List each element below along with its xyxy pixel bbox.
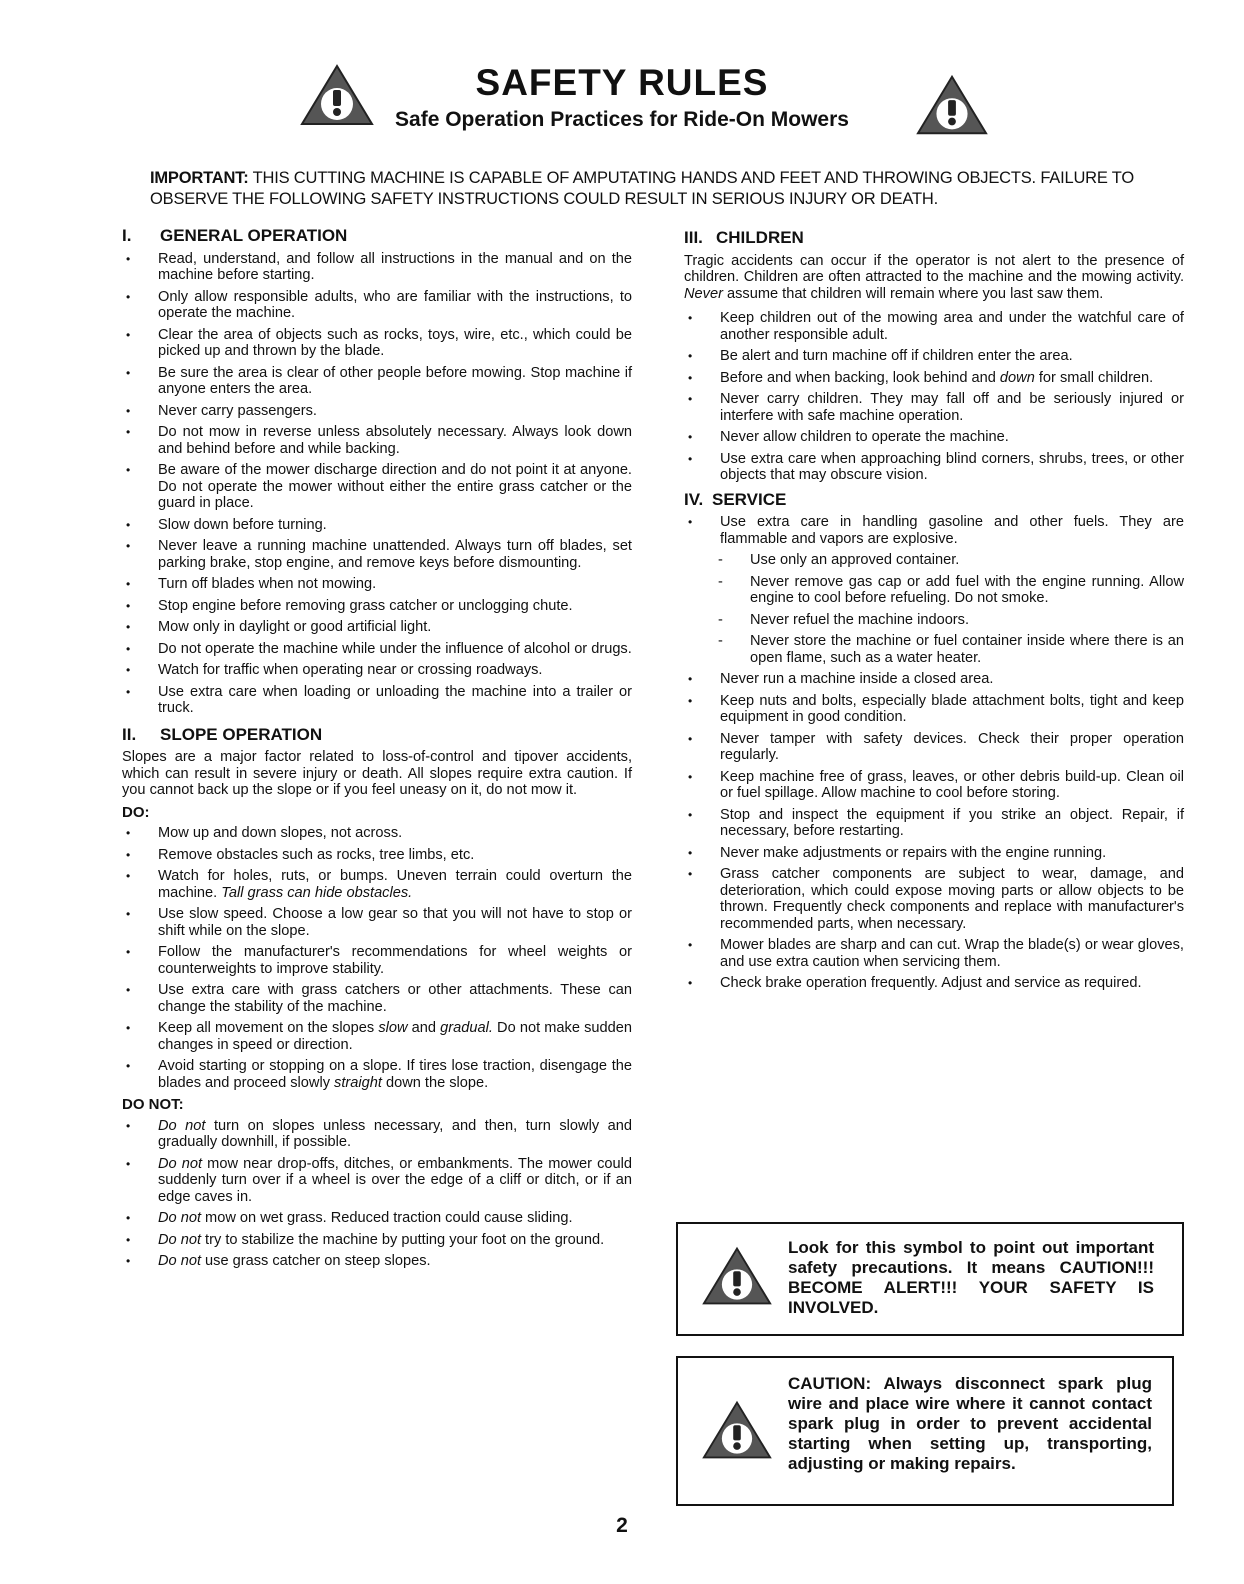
list-item: • Use slow speed. Choose a low gear so that you will not have to stop or shift while on the slope. <box>122 906 632 939</box>
section-heading: II. SLOPE OPERATION <box>122 724 323 744</box>
list-item: • Stop and inspect the equipment if you strike an object. Repair, if necessary, before restarting. <box>684 807 1184 840</box>
right-column <box>684 230 1184 997</box>
list-item: • Use extra care in handling gasoline and other fuels. They are flammable and vapors are explosive. <box>684 514 1184 547</box>
list-item: • Keep all movement on the slopes slow and gradual. Do not make sudden changes in speed or direction. <box>122 1020 632 1053</box>
list-item: • Read, understand, and follow all instructions in the manual and on the machine before starting. <box>122 251 632 284</box>
list-item: • Turn off blades when not mowing. <box>122 576 632 593</box>
fuel-dash-list <box>684 552 1184 666</box>
list-item: - Never remove gas cap or add fuel with the engine running. Allow engine to cool before refueling. Do not smoke. <box>684 574 1184 607</box>
list-item: • Do not use grass catcher on steep slopes. <box>122 1253 632 1270</box>
list-item: • Only allow responsible adults, who are familiar with the instructions, to operate the machine. <box>122 289 632 322</box>
service-list <box>684 514 1184 547</box>
list-item: • Grass catcher components are subject to wear, damage, and deterioration, which could expose moving parts or allow objects to be thrown. Frequently check components and replace with manufacturer's recommended parts, when necessary. <box>684 866 1184 932</box>
list-item: • Avoid starting or stopping on a slope. If tires lose traction, disengage the blades and proceed slowly straight down the slope. <box>122 1058 632 1091</box>
list-item: • Clear the area of objects such as rocks, toys, wire, etc., which could be picked up and thrown by the blade. <box>122 327 632 360</box>
page-number: 2 <box>616 1514 628 1537</box>
list-item: • Never tamper with safety devices. Check their proper operation regularly. <box>684 731 1184 764</box>
list-item: • Before and when backing, look behind and down for small children. <box>684 370 1184 387</box>
list-item: • Keep machine free of grass, leaves, or other debris build-up. Clean oil or fuel spillage. Allow machine to cool before storing. <box>684 769 1184 802</box>
list-item: • Never make adjustments or repairs with the engine running. <box>684 845 1184 862</box>
list-item: • Do not mow near drop-offs, ditches, or embankments. The mower could suddenly turn over if a wheel is over the edge of a cliff or ditch, or if an edge caves in. <box>122 1156 632 1206</box>
header <box>0 60 1244 150</box>
do-list <box>122 825 632 1091</box>
list-item: - Use only an approved container. <box>684 552 1184 569</box>
slope-intro: Slopes are a major factor related to loss-of-control and tipover accidents, which can result in severe injury or death. All slopes require extra caution. If you cannot back up the slope or if you feel uneasy on it, do not mow it. <box>122 749 632 798</box>
list-item: • Follow the manufacturer's recommendations for wheel weights or counterweights to improve stability. <box>122 944 632 977</box>
list-item: • Be alert and turn machine off if children enter the area. <box>684 348 1184 365</box>
list-item: • Remove obstacles such as rocks, tree limbs, etc. <box>122 847 632 864</box>
list-item: • Use extra care with grass catchers or other attachments. These can change the stability of the machine. <box>122 982 632 1015</box>
list-item: • Do not mow on wet grass. Reduced traction could cause sliding. <box>122 1210 632 1227</box>
list-item: • Mower blades are sharp and can cut. Wrap the blade(s) or wear gloves, and use extra caution when servicing them. <box>684 937 1184 970</box>
list-item: • Never carry passengers. <box>122 403 632 420</box>
list-item: • Never leave a running machine unattended. Always turn off blades, set parking brake, stop engine, and remove keys before dismounting. <box>122 538 632 571</box>
list-item: • Check brake operation frequently. Adjust and service as required. <box>684 975 1184 992</box>
list-item: • Never carry children. They may fall off and be seriously injured or interfere with safe machine operation. <box>684 391 1184 424</box>
list-item: • Do not turn on slopes unless necessary, and then, turn slowly and gradually downhill, if possible. <box>122 1118 632 1151</box>
donot-label: DO NOT: <box>122 1096 184 1113</box>
list-item: • Be aware of the mower discharge direction and do not point it at anyone. Do not operate the mower without either the entire grass catcher or the guard in place. <box>122 462 632 512</box>
children-list <box>684 310 1184 484</box>
important-label: IMPORTANT: <box>150 169 249 187</box>
important-notice <box>150 168 1190 210</box>
list-item: • Never run a machine inside a closed area. <box>684 671 1184 688</box>
symbol-notice-box <box>676 1222 1184 1336</box>
donot-list <box>122 1118 632 1270</box>
list-item: • Slow down before turning. <box>122 517 632 534</box>
list-item: - Never refuel the machine indoors. <box>684 612 1184 629</box>
page-title: SAFETY RULES <box>475 62 769 103</box>
list-item: • Never allow children to operate the machine. <box>684 429 1184 446</box>
service-list <box>684 671 1184 992</box>
list-item: • Be sure the area is clear of other people before mowing. Stop machine if anyone enters the area. <box>122 365 632 398</box>
list-item: • Mow up and down slopes, not across. <box>122 825 632 842</box>
list-item: • Use extra care when approaching blind corners, shrubs, trees, or other objects that may obscure vision. <box>684 451 1184 484</box>
list-item: • Mow only in daylight or good artificial light. <box>122 619 632 636</box>
list-item: • Do not mow in reverse unless absolutely necessary. Always look down and behind before and while backing. <box>122 424 632 457</box>
list-item: • Do not try to stabilize the machine by putting your foot on the ground. <box>122 1232 632 1249</box>
list-item: • Stop engine before removing grass catcher or unclogging chute. <box>122 598 632 615</box>
list-item: • Use extra care when loading or unloading the machine into a trailer or truck. <box>122 684 632 717</box>
do-label: DO: <box>122 803 150 821</box>
warning-triangle-icon <box>702 1246 772 1306</box>
symbol-notice-text: Look for this symbol to point out important safety precautions. It means CAUTION!!! BECOME ALERT!!! YOUR SAFETY IS INVOLVED. <box>788 1238 1154 1317</box>
section-heading: IV. SERVICE <box>684 489 787 509</box>
section-heading: III. CHILDREN <box>684 228 804 247</box>
list-item: • Watch for holes, ruts, or bumps. Uneven terrain could overturn the machine. Tall grass can hide obstacles. <box>122 868 632 901</box>
warning-triangle-icon <box>916 74 988 136</box>
section-heading: I. GENERAL OPERATION <box>122 226 348 245</box>
left-column <box>122 228 632 1275</box>
list-item: • Do not operate the machine while under the influence of alcohol or drugs. <box>122 641 632 658</box>
list-item: • Watch for traffic when operating near or crossing roadways. <box>122 662 632 679</box>
caution-text: CAUTION: Always disconnect spark plug wire and place wire where it cannot contact spark plug in order to prevent accidental starting when setting up, transporting, adjusting or making repairs. <box>788 1374 1152 1473</box>
general-list <box>122 251 632 717</box>
children-intro: Tragic accidents can occur if the operator is not alert to the presence of children. Children are often attracted to the machine and the mowing activity. Never assume that children will remain where you last saw them. <box>684 252 1184 302</box>
important-text: THIS CUTTING MACHINE IS CAPABLE OF AMPUTATING HANDS AND FEET AND THROWING OBJECTS. FAILURE TO OBSERVE THE FOLLOWING SAFETY INSTRUCTIONS COULD RESULT IN SERIOUS INJURY OR DEATH. <box>150 169 1134 208</box>
list-item: • Keep children out of the mowing area and under the watchful care of another responsible adult. <box>684 310 1184 343</box>
list-item: • Keep nuts and bolts, especially blade attachment bolts, tight and keep equipment in good condition. <box>684 693 1184 726</box>
caution-box <box>676 1356 1174 1506</box>
list-item: - Never store the machine or fuel container inside where there is an open flame, such as a water heater. <box>684 633 1184 666</box>
warning-triangle-icon <box>702 1400 772 1460</box>
page-subtitle: Safe Operation Practices for Ride-On Mowers <box>395 108 849 131</box>
